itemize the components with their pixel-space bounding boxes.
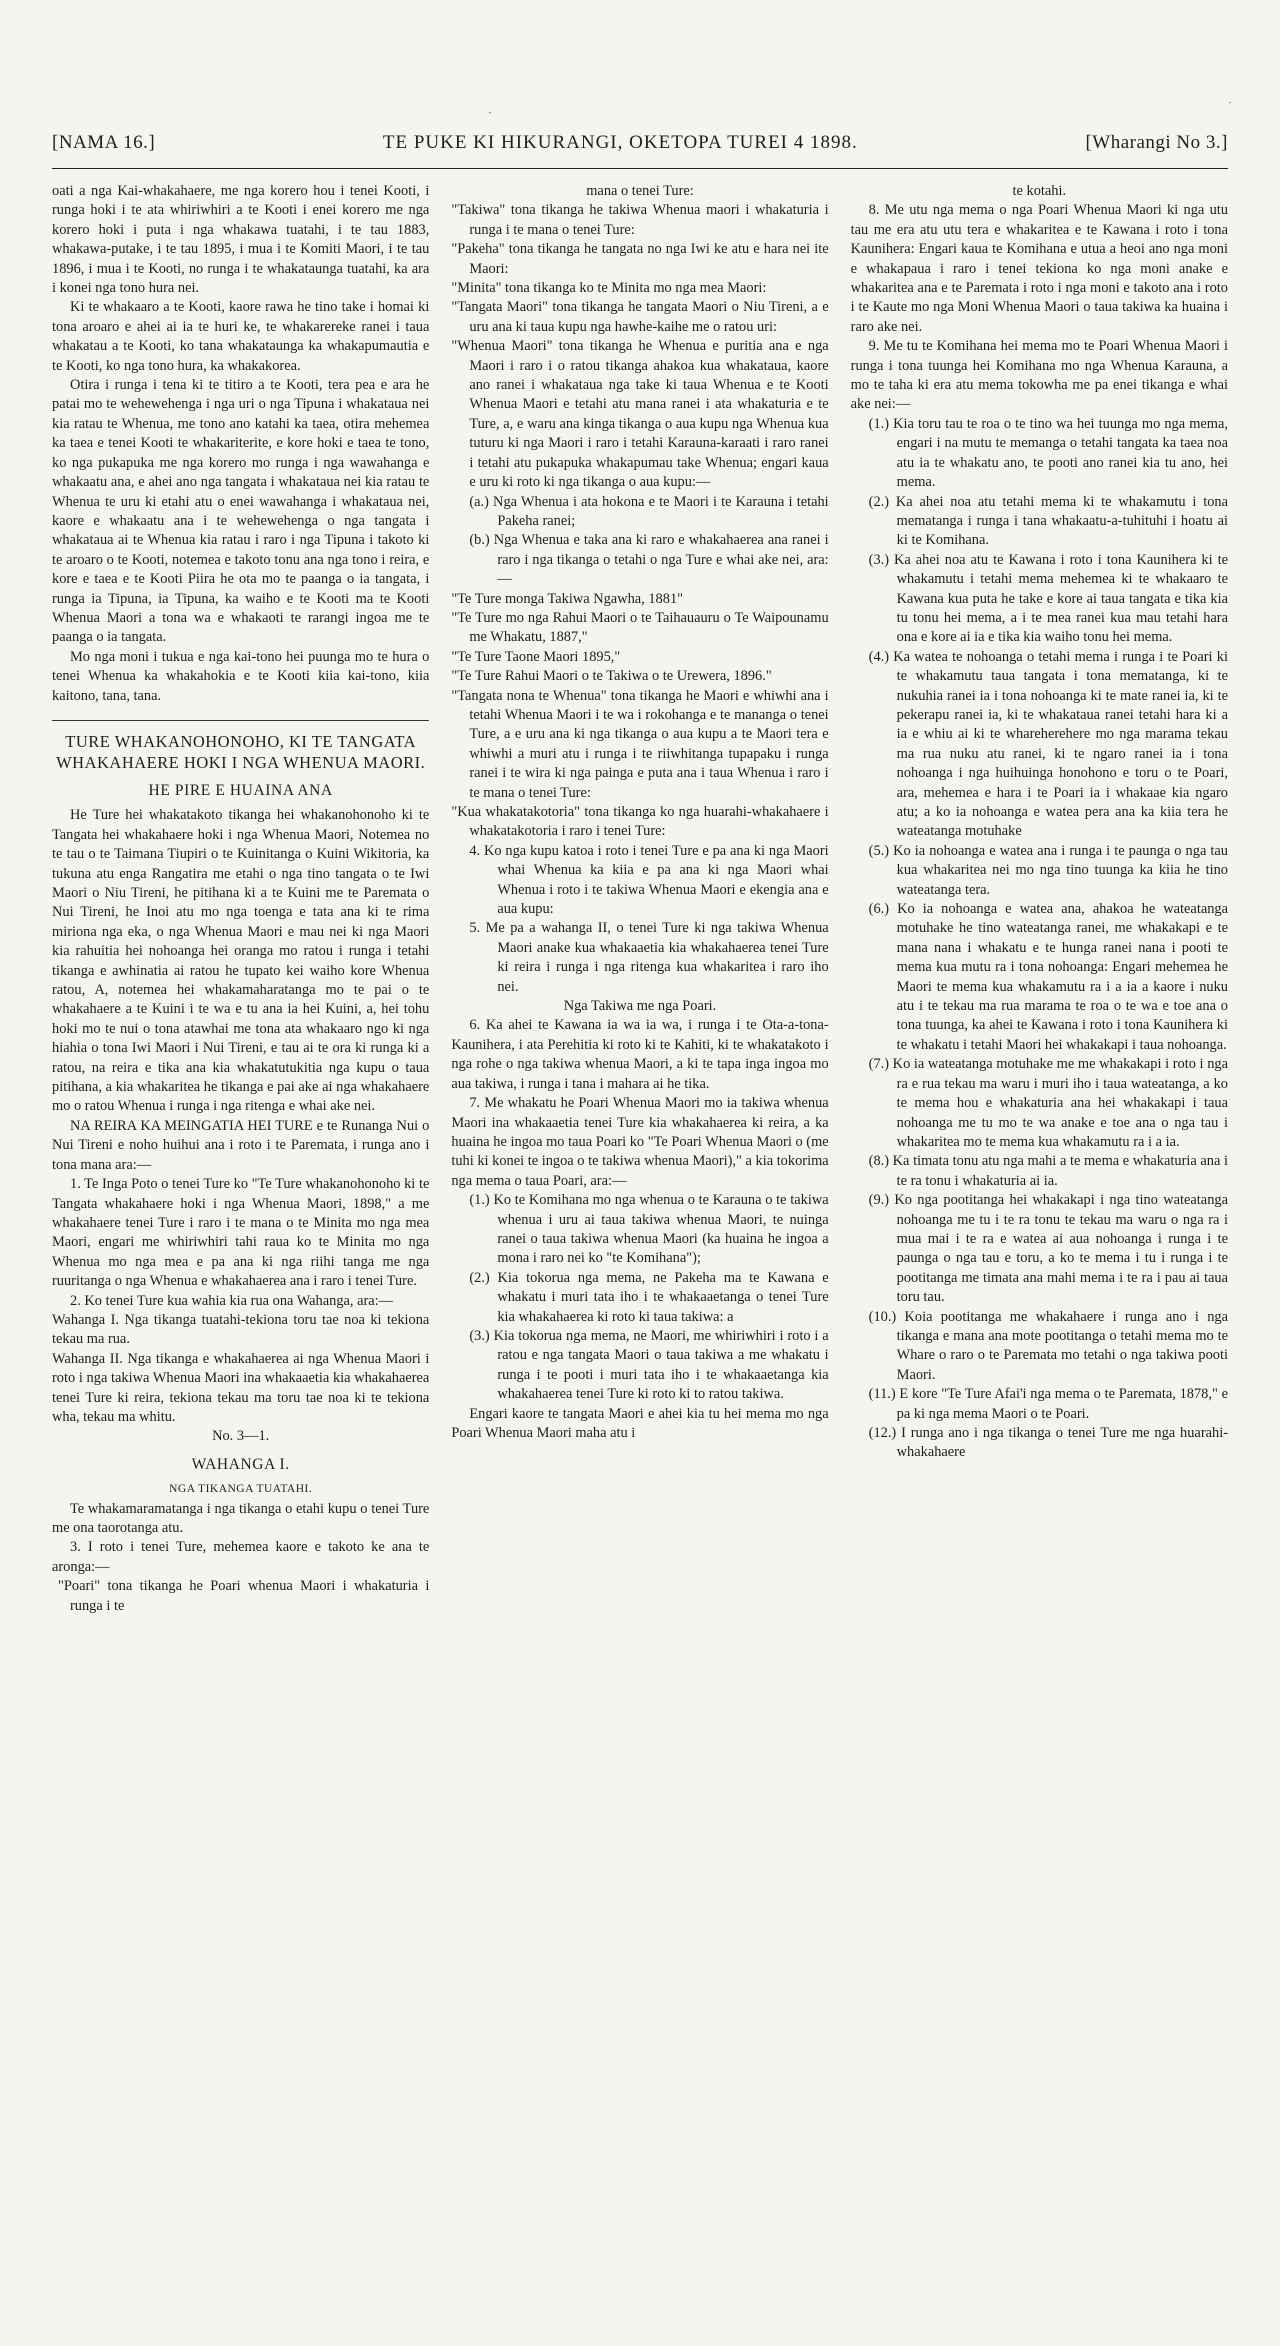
section-number: No. 3—1. — [212, 1428, 270, 1445]
paragraph: 3. I roto i tenei Ture, mehemea kaore e takoto ke ana te aronga:— — [52, 1539, 430, 1575]
paragraph: te kotahi. — [1012, 183, 1067, 199]
act-title: "Te Ture mo nga Rahui Maori o te Taihauauru o Te Waipounamu me Whakatu, 1887," — [451, 609, 829, 646]
paragraph: Engari kaore te tangata Maori e ahei kia tu hei mema mo nga Poari Whenua Maori maha atu i — [451, 1405, 829, 1441]
column-1 — [52, 182, 429, 2316]
print-speck: · — [488, 106, 492, 120]
paragraph: 6. Ka ahei te Kawana ia wa ia wa, i runga i te Ota-a-tona-Kaunihera, i ata Perehitia ki roto ki te Kahiti, ki te whakatakoto i nga rohe o nga takiwa whenua Maori, a ki te tapa inga ingoa mo aua takiwa, i runga i tana i mahara ai he tika. — [451, 1017, 829, 1092]
sub-clause: (2.) Ka ahei noa atu tetahi mema ki te whakamutu i tona mematanga i runga i tana whakaatu-a-tuhituhi i hoatu ai ki te Komihana. — [868, 493, 1228, 549]
paragraph: oati a nga Kai-whakahaere, me nga korero hou i tenei Kooti, i runga hoki i te ata whiriwhiri a te Kooti i enei korero me nga korero hoki i puta i nga whakawa tuatahi, i te tau 1883, whakawa-putake, i te tau 1895, i mua i te Komiti Maori, i te tau 1896, i mua i te Kooti, no runga i te whakataunga tuatahi, ka ara i konei nga tono hura nei. — [52, 183, 430, 297]
sub-clause: (12.) I runga ano i nga tikanga o tenei Ture me nga huarahi-whakahaere — [868, 1425, 1228, 1461]
definition: "Tangata nona te Whenua" tona tikanga he Maori e whiwhi ana i tetahi Whenua Maori i te wa i rokohanga e te mananga o tenei Ture, a e uru ana ki nga tikanga o aua kupu a te Maori tera e whiwhi a muri atu i runga i te riiwhitanga tupapaku i runga ranei i te wira ki nga painga e puta ana i taua Whenua i raro i te mana o tenei Ture: — [451, 687, 829, 801]
masthead — [52, 132, 1228, 166]
clause: 5. Me pa a wahanga II, o tenei Ture ki nga takiwa Whenua Maori anake kua whakaaetia kia whakahaerea tenei Ture ki reira i runga i nga ritenga kua whakaritea i raro iho nei. — [469, 920, 829, 995]
clause: 4. Ko nga kupu katoa i roto i tenei Ture e pa ana ki nga Maori whai Whenua ka kiia e pa ana ki nga Maori whai Whenua i roto i te takiwa Whenua Maori e ekengia ana e aua kupu: — [469, 842, 829, 918]
definition: "Takiwa" tona tikanga he takiwa Whenua maori i whakaturia i runga i te mana o tenei Ture: — [451, 202, 829, 238]
definition: "Tangata Maori" tona tikanga he tangata Maori o Niu Tireni, a e uru ana ki taua kupu nga hawhe-kaihe me o ratou uri: — [451, 299, 829, 335]
column-2 — [451, 182, 828, 2316]
section-divider — [52, 720, 429, 721]
page-number: [Wharangi No 3.] — [1085, 132, 1228, 153]
paragraph: mana o tenei Ture: — [586, 183, 694, 199]
sub-clause: (1.) Kia toru tau te roa o te tino wa hei tuunga mo nga mema, engari i na mutu te memanga o tetahi tangata ka taea noa atu ia te whakatu ano, te pooti ano ranei kia tu ano, hei mema. — [868, 415, 1228, 491]
paragraph: 9. Me tu te Komihana hei mema mo te Poari Whenua Maori i runga i tona tuunga hei Komihana mo nga Whenua Karauna, a mo te taha ki era atu mema tokowha me pa enei tikanga e whai ake nei:— — [850, 338, 1228, 413]
sub-clause: (2.) Kia tokorua nga mema, ne Pakeha ma te Kawana e whakatu i muri tata iho i te whakaaetanga o tenei Ture kia whakahaerea ki roto ki taua takiwa: a — [469, 1269, 829, 1325]
paragraph: 7. Me whakatu he Poari Whenua Maori mo ia takiwa whenua Maori ina whakaaetia tenei Ture kia whakahaerea ki reira, a ka huaina he ingoa mo taua Poari ko "Te Poari Whenua Maori o (me tuhi ki konei te ingoa o te takiwa whenua Maori)," a kia tokorima nga mema o taua Poari, ara:— — [451, 1095, 829, 1189]
paragraph: 2. Ko tenei Ture kua wahia kia rua ona Wahanga, ara:— — [70, 1292, 394, 1309]
paragraph: Otira i runga i tena ki te titiro a te Kooti, tera pea e ara he patai mo te wehewehenga i nga uri o nga Tipuna i whakataua nei kia ratau te Whenua, me tono ano katahi ka taea, otira mehemea ka taea e tenei Kooti te whakariterite, e kore hoki e taea te tono, ko nga pukapuka me nga korero mo runga i nga wawahanga e whakaatu ana, e ahei ano nga tangata i whakataua nei kia ratau te Whenua te uru ki etahi atu o enei wawahanga i whakataua nei, kaore e whakaatu ana i te wehewehenga o nga tangata i whakataua ai te Whenua kia ratau i raro i nga Tipuna i takoto ki te aroaro o te Kooti, notemea e takoto tonu ana nga tono i reira, e kore e taea e te Kooti Piira he ota mo te paanga o ia tangata, i runga ia Tipuna, ia Tipuna, ka waiho e te Kooti ma te Kooti Whenua Maori a tona wa e whakaoti te rarangi ingoa me te paanga o ia tangata. — [52, 377, 430, 646]
columns — [52, 182, 1228, 2316]
definition: "Pakeha" tona tikanga he tangata no nga Iwi ke atu e hara nei ite Maori: — [451, 241, 829, 277]
section-heading: Nga Takiwa me nga Poari. — [563, 998, 717, 1015]
paragraph: Wahanga I. Nga tikanga tuatahi-tekiona toru tae noa ki tekiona tekau ma rua. — [52, 1311, 430, 1348]
sub-clause: (9.) Ko nga pootitanga hei whakakapi i nga tino wateatanga nohoanga me tu i te ra tonu te tekau ma waru o nga ra i mua mai i te ra e watea ai aua nohoanga i runga i te paunga o nga tau e toru, a ko te mema i tu i runga i te pootitanga me timata ana mahi mema i te ra i pau ai taua toru tau. — [868, 1192, 1228, 1306]
paragraph: Te whakamaramatanga i nga tikanga o etahi kupu o tenei Ture me ona taorotanga atu. — [52, 1500, 430, 1536]
paragraph: Wahanga II. Nga tikanga e whakahaerea ai nga Whenua Maori i roto i nga takiwa Whenua Maori ina whakaaetia kia whakahaerea tenei Ture ki reira, tekiona tekau ma toru tae noa ki te tekiona wha, tekau ma whitu. — [52, 1350, 430, 1425]
sub-clause: (8.) Ka timata tonu atu nga mahi a te mema e whakaturia ana i te ra tonu i whakaturia ai ia. — [868, 1153, 1228, 1189]
definition: "Whenua Maori" tona tikanga he Whenua e puritia ana e nga Maori i raro i o ratou tikanga ahakoa kua whakataua, kaore ano ranei i whakataua nga take ki taua Whenua e te Kooti Whenua Maori e tetahi atu mana ranei i ata whakaturia e te Ture, a, e waru ana kinga tikanga o aua kupu nga Whenua kua tuturu ki nga Maori i raro i tetahi Karauna-karaati i raro ranei i tetahi atu pukapuka whakapumau take Whenua; engari kaua e uru ki roto ki nga tikanga o aua kupu:— — [451, 338, 829, 491]
act-title: "Te Ture Taone Maori 1895," — [451, 648, 621, 665]
sub-clause: (3.) Kia tokorua nga mema, ne Maori, me whiriwhiri i roto i a ratou e nga tangata Maori o taua takiwa a me whakatu i runga i te pooti i muri tata iho i te whakaaetanga kia whakahaerea tenei Ture ki roto ki to ratou takiwa. — [469, 1327, 829, 1403]
sub-clause: (4.) Ka watea te nohoanga o tetahi mema i runga i te Poari ki te whakamutu taua tangata i tona mematanga, ki te nukuhia ranei ia i tona nohoanga ki te mate ranei ia, ki te pekerapu ranei ia, ki te whakataua ranei tetahi hara ki a ia e whiu ai ki te whareherehere mo nga marama tekau ma rua nuku atu ranei, ki te ngaro ranei ia i tona nohoanga i nga huihuinga honohono e toru o te Poari, ara, mehemea e hara i te Poari ia i whakaae kia ngaro atu; a ko ia nohoanga e watea pera ana ka kiia tera he wateatanga motuhake — [868, 648, 1228, 840]
sub-clause: (10.) Koia pootitanga me whakahaere i runga ano i nga tikanga e mana ana mote pootitanga o tetahi mema mo te Whare o raro o te Paremata mo tetahi o nga takiwa pooti Maori. — [868, 1308, 1228, 1383]
act-title: "Te Ture Rahui Maori o te Takiwa o te Urewera, 1896." — [451, 668, 772, 685]
article-heading: TURE WHAKANOHONOHO, KI TE TANGATA WHAKAHAERE HOKI I NGA WHENUA MAORI. — [56, 731, 426, 772]
paragraph: He Ture hei whakatakoto tikanga hei whakanohonoho ki te Tangata hei whakahaere hoki i nga Whenua Maori, Notemea no te tau o te Taimana Tiupiri o te Kuinitanga o Kuini Wikitoria, ka tukuna atu enga Rangatira me etahi o nga tino tangata o te Iwi Maori o Niu Tireni, he pitihana ki a te Kuini me te Paremata o Nui Tireni, he Inoi atu mo nga toenga e tata ana ki te rima miriona nga eka, o nga Whenua Maori e mau nei ki nga Maori kia rahuitia hei nohoanga hei oranga mo ratou i runga i tetahi tikanga e awhinatia ai ratou he tupato kei waiho kore Whenua ratou, A, notemea hei whakamaharatanga mo te pai o te whakahaere a te Kuini i te wa e tu ana ia hei Kuini, a, hei tohu hoki mo te nui o tona atawhai me tona ata whakaaro ngo ki nga hiahia o tona Iwi Maori i Nui Tireni, e tau ai te ora ki runga ki a ratou, na reira e tika ana kia whakatutukitia nga kupu o taua pitihana, a kia whakaritea he tikanga e pai ake ai nga whakahaere mo o ratou Whenua i runga i nga ritenga e whai ake nei. — [52, 807, 430, 1115]
sub-clause: (11.) E kore "Te Ture Afai'i nga mema o te Paremata, 1878," e pa ki nga mema Maori o te Poari. — [868, 1386, 1228, 1422]
article-subheading: HE PIRE E HUAINA ANA — [148, 781, 333, 799]
definition: "Minita" tona tikanga ko te Minita mo nga mea Maori: — [451, 280, 767, 297]
paragraph: Mo nga moni i tukua e nga kai-tono hei puunga mo te hura o tenei Whenua ka whakahokia e te Kooti kiia kai-tono, kiia kaitono, tana, tana. — [52, 648, 430, 704]
part-heading: WAHANGA I. — [191, 1455, 290, 1473]
sub-clause: (6.) Ko ia nohoanga e watea ana, ahakoa he wateatanga motuhake he tino wateatanga ranei, me whakakapi e te mana nana i whakatu e te hunga ranei nana i pooti te mema kua mutu ra i tona nohoanga: Engari mehemea he Maori te mema kua whakamutu ra i a ia a kaore i nuku atu i te tekau ma rua marama te roa o te wa e toe ana o tona tuunga, ka ahei te Kawana i roto i tona Kaunihera ki te whakatu i tetahi Maori hei whakakapi i taua nohoanga. — [868, 901, 1228, 1053]
print-speck: · — [1228, 96, 1232, 110]
sub-clause: (a.) Nga Whenua i ata hokona e te Maori i te Karauna i tetahi Pakeha ranei; — [469, 493, 829, 529]
sub-clause: (7.) Ko ia wateatanga motuhake me me whakakapi i roto i nga ra e rua tekau ma waru i muri iho i taua wateatanga, a ko te mema hou e whakaturia ana hei whakakapi i taua nohoanga me tu mo te wa anake e toe ana o nga tau i whakaritea mo te mema kua whakamutu ra i a ia. — [868, 1056, 1228, 1150]
paragraph: "Poari" tona tikanga he Poari whenua Maori i whakaturia i runga i te — [58, 1578, 430, 1614]
act-title: "Te Ture monga Takiwa Ngawha, 1881" — [451, 590, 684, 607]
issue-number: [NAMA 16.] — [52, 132, 156, 153]
definition: "Kua whakatakotoria" tona tikanga ko nga huarahi-whakahaere i whakatakotoria i raro i tenei Ture: — [451, 804, 829, 840]
paragraph: 8. Me utu nga mema o nga Poari Whenua Maori ki nga utu tau me era atu utu tera e whakaritea e te Kawana i roto i tona Kaunihera: Engari kaua te Komihana e utua a heoi ano nga moni e whakapaua i raro i tenei tekiona ko nga moni anake e whakaritea ana e te Paremata i roto i nga moni e takoto ana i roto i te Kaute mo nga Moni Whenua Maori o taua takiwa ka huaina i raro ake nei. — [850, 202, 1228, 335]
sub-clause: (3.) Ka ahei noa atu te Kawana i roto i tona Kaunihera ki te whakamutu i tetahi mema mehemea ki te whakaaro te Kawana kua puta he take e kore ai taua tangata e tika kia tu tonu hei mema, a i te mea ranei kua mau tetahi hara ona e kore ai ia e tika kia waiho tonu hei mema. — [868, 551, 1228, 646]
paragraph: Ki te whakaaro a te Kooti, kaore rawa he tino take i homai ki tona aroaro e ahei ai ia te huri ke, te whakarereke ranei i taua whakatau a te Kooti, ko tana whakataunga ka whakapumautia e te Kooti, ko nga tono hura, ka whakakorea. — [52, 299, 430, 374]
sub-clause: (5.) Ko ia nohoanga e watea ana i runga i te paunga o nga tau kua whakaritea nei mo nga tino tuunga ka kiia he tino wateatanga tera. — [868, 842, 1228, 898]
paragraph: NA REIRA KA MEINGATIA HEI TURE e te Runanga Nui o Nui Tireni e noho huihui ana i roto i te Paremata, i runga ano i tona mana ara:— — [52, 1117, 430, 1173]
newspaper-title: TE PUKE KI HIKURANGI, OKETOPA TUREI 4 1898. — [382, 132, 858, 153]
paragraph: 1. Te Inga Poto o tenei Ture ko "Te Ture whakanohonoho ki te Tangata whakahaere hoki i nga Whenua Maori, 1898," a me whakahaere tenei Ture i raro i te mana o te Minita mo nga mea Maori, engari me whiriwhiri tahi raua ko te Minita mo nga Whenua mo nga mea e pa ana ki nga riihi tanga me nga ruuritanga o nga Whenua e whakahaerea ana i raro i tenei Ture. — [52, 1176, 430, 1290]
sub-clause: (b.) Nga Whenua e taka ana ki raro e whakahaerea ana ranei i raro i nga tikanga o tetahi o nga Ture e whai ake nei, ara:— — [469, 532, 829, 588]
column-3 — [851, 182, 1228, 2316]
part-subheading: NGA TIKANGA TUATAHI. — [169, 1483, 313, 1496]
sub-clause: (1.) Ko te Komihana mo nga whenua o te Karauna o te takiwa whenua i uru ai taua takiwa whenua Maori, te nuinga ranei o taua takiwa whenua Maori (ka huaina he ingoa a mona i raro nei ko "te Komihana"); — [469, 1192, 829, 1267]
masthead-rule — [52, 168, 1228, 169]
